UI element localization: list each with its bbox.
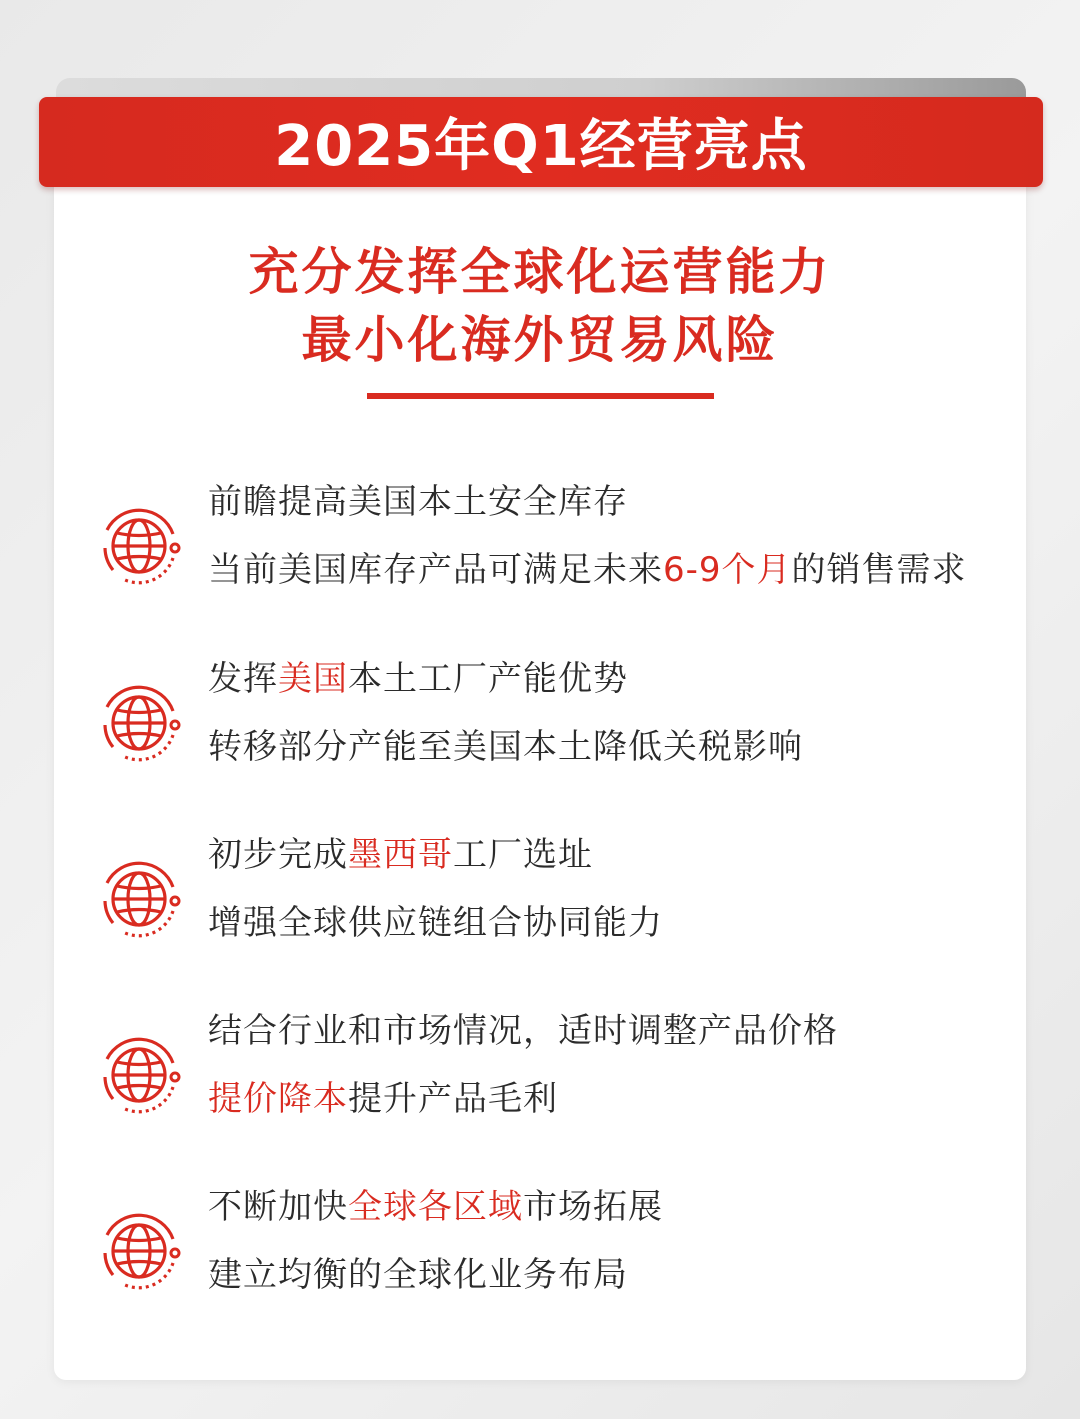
item-title: 初步完成墨西哥工厂选址	[208, 835, 593, 875]
item-detail: 转移部分产能至美国本土降低关税影响	[208, 727, 803, 767]
headline-divider	[367, 393, 714, 399]
highlight-item	[0, 833, 1080, 983]
item-title: 不断加快全球各区域市场拓展	[208, 1187, 663, 1227]
item-title: 前瞻提高美国本土安全库存	[208, 482, 628, 522]
banner-title: 2025年Q1经营亮点	[274, 114, 808, 179]
title-banner	[39, 97, 1043, 187]
globe-icon	[95, 1029, 187, 1121]
highlight-item	[0, 480, 1080, 630]
highlight-item	[0, 657, 1080, 807]
item-detail: 增强全球供应链组合协同能力	[208, 903, 663, 943]
item-title: 结合行业和市场情况，适时调整产品价格	[208, 1011, 838, 1051]
globe-icon	[95, 500, 187, 592]
highlight-item	[0, 1009, 1080, 1159]
item-detail: 建立均衡的全球化业务布局	[208, 1255, 628, 1295]
highlight-item	[0, 1185, 1080, 1335]
globe-icon	[95, 677, 187, 769]
item-title: 发挥美国本土工厂产能优势	[208, 659, 628, 699]
headline-line-1: 充分发挥全球化运营能力	[248, 243, 832, 301]
item-detail: 提价降本提升产品毛利	[208, 1079, 558, 1119]
globe-icon	[95, 853, 187, 945]
globe-icon	[95, 1205, 187, 1297]
headline-line-2: 最小化海外贸易风险	[301, 311, 779, 369]
item-detail: 当前美国库存产品可满足未来6-9个月的销售需求	[208, 550, 967, 590]
